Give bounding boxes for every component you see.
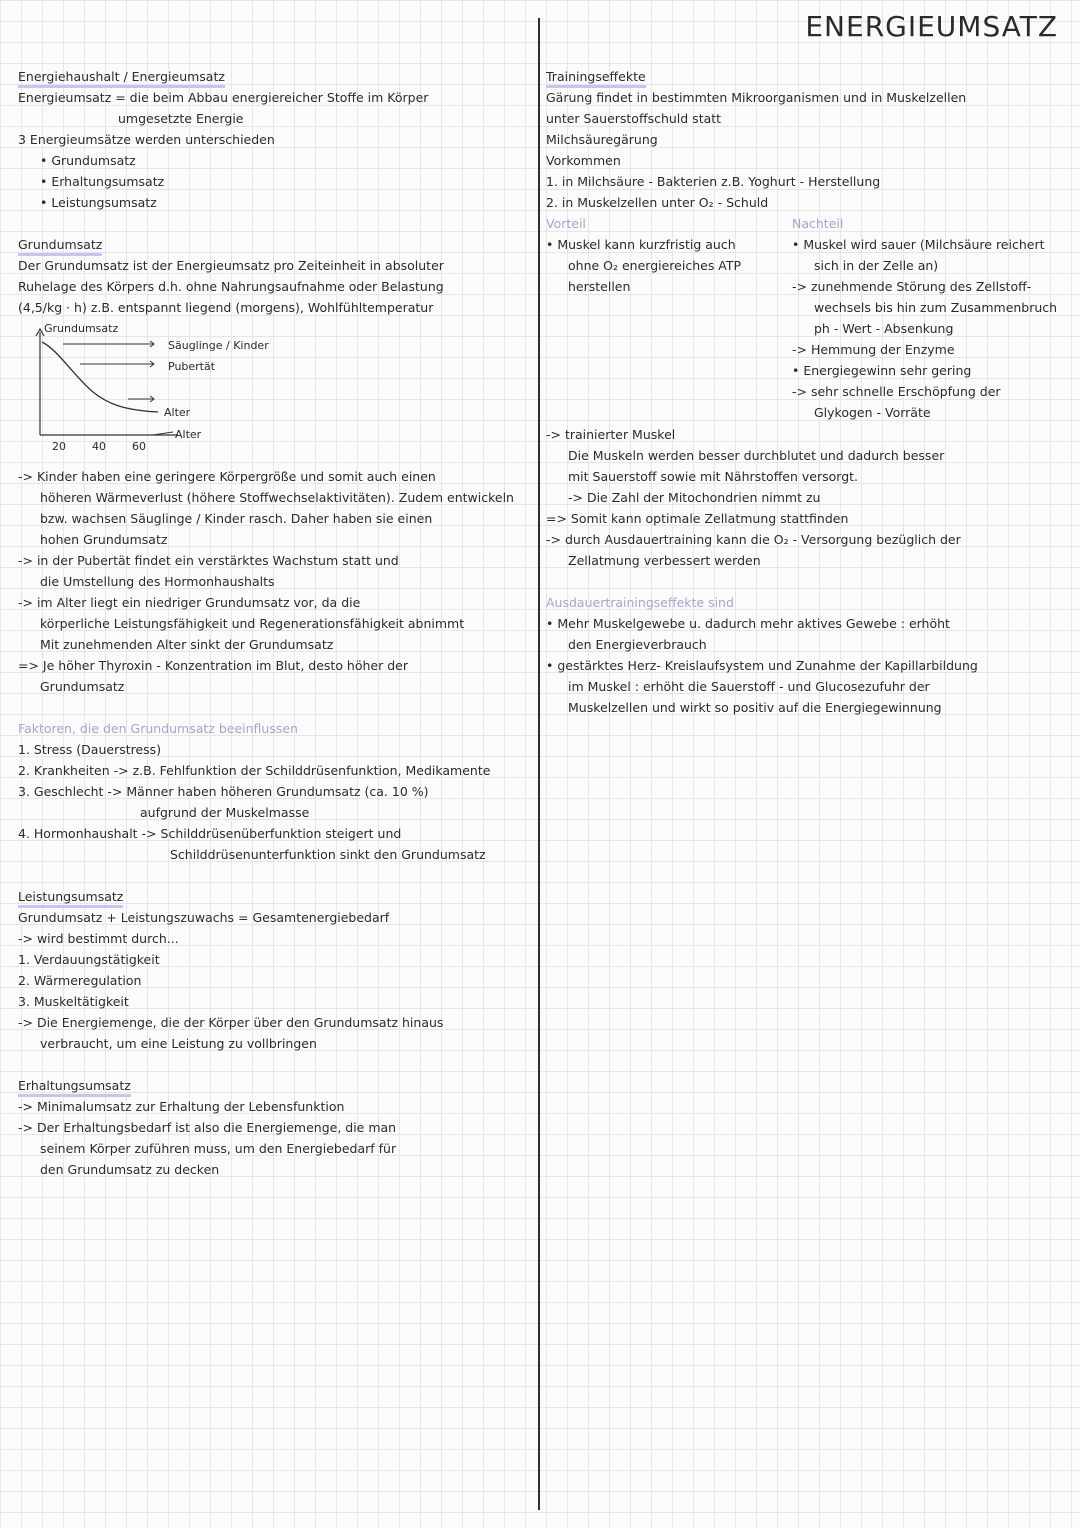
heading-energiehaushalt: Energiehaushalt / Energieumsatz xyxy=(18,68,225,88)
note-line: Mit zunehmenden Alter sinkt der Grundumsatz xyxy=(40,637,334,652)
column-divider xyxy=(538,18,540,1510)
section-leistungsumsatz xyxy=(18,886,443,1054)
page-title: ENERGIEUMSATZ xyxy=(805,10,1058,43)
note-line: hohen Grundumsatz xyxy=(40,532,168,547)
nachteil-block xyxy=(792,213,1057,423)
text-line: Zellatmung verbessert werden xyxy=(568,553,761,568)
text-line: -> trainierter Muskel xyxy=(546,427,676,442)
text-line: unter Sauerstoffschuld statt xyxy=(546,111,722,126)
chart-label-alter-axis: Alter xyxy=(175,428,202,441)
list-item: • Energiegewinn sehr gering xyxy=(792,363,972,378)
list-item: 1. Stress (Dauerstress) xyxy=(18,742,162,757)
heading-leistungsumsatz: Leistungsumsatz xyxy=(18,888,123,908)
chart-tick: 60 xyxy=(132,440,146,453)
text-line: den Grundumsatz zu decken xyxy=(40,1162,220,1177)
chart-y-label: Grundumsatz xyxy=(44,322,119,335)
list-item: 2. in Muskelzellen unter O₂ - Schuld xyxy=(546,195,769,210)
list-item: sich in der Zelle an) xyxy=(814,258,939,273)
note-line: Grundumsatz xyxy=(40,679,125,694)
list-item: 2. Wärmeregulation xyxy=(18,973,142,988)
list-item: • gestärktes Herz- Kreislaufsystem und Zunahme der Kapillarbildung xyxy=(546,658,978,673)
nachteil-label: Nachteil xyxy=(792,216,844,231)
text-line: 3 Energieumsätze werden unterschieden xyxy=(18,132,275,147)
list-item: Glykogen - Vorräte xyxy=(814,405,931,420)
text-line: Vorkommen xyxy=(546,153,621,168)
note-line: die Umstellung des Hormonhaushalts xyxy=(40,574,275,589)
note-line: -> in der Pubertät findet ein verstärktes Wachstum statt und xyxy=(18,553,399,568)
text-line: verbraucht, um eine Leistung zu vollbringen xyxy=(40,1036,317,1051)
list-item: 3. Geschlecht -> Männer haben höheren Grundumsatz (ca. 10 %) xyxy=(18,784,429,799)
text-line: seinem Körper zuführen muss, um den Energiebedarf für xyxy=(40,1141,397,1156)
heading-trainingseffekte: Trainingseffekte xyxy=(546,68,646,88)
definition-line: Energieumsatz = die beim Abbau energiereicher Stoffe im Körper xyxy=(18,90,429,105)
grundumsatz-sketch-chart xyxy=(18,320,318,455)
chart-tick: 20 xyxy=(52,440,66,453)
list-item: -> sehr schnelle Erschöpfung der xyxy=(792,384,1001,399)
list-item: • Muskel wird sauer (Milchsäure reichert xyxy=(792,237,1045,252)
section-energiehaushalt xyxy=(18,66,428,213)
list-item: Muskelzellen und wirkt so positiv auf die Energiegewinnung xyxy=(568,700,942,715)
chart-label-alter: Alter xyxy=(164,406,191,419)
text-line: Der Grundumsatz ist der Energieumsatz pro Zeiteinheit in absoluter xyxy=(18,258,444,273)
text-line: -> Der Erhaltungsbedarf ist also die Energiemenge, die man xyxy=(18,1120,397,1135)
section-grundumsatz xyxy=(18,234,444,318)
list-item: wechsels bis hin zum Zusammenbruch xyxy=(814,300,1058,315)
list-item: -> Hemmung der Enzyme xyxy=(792,342,955,357)
text-line: mit Sauerstoff sowie mit Nährstoffen versorgt. xyxy=(568,469,859,484)
section-notes xyxy=(18,466,514,697)
list-item: • Mehr Muskelgewebe u. dadurch mehr aktives Gewebe : erhöht xyxy=(546,616,950,631)
text-line: Ruhelage des Körpers d.h. ohne Nahrungsaufnahme oder Belastung xyxy=(18,279,444,294)
list-item: • Muskel kann kurzfristig auch xyxy=(546,237,736,252)
text-line: -> Die Energiemenge, die der Körper über den Grundumsatz hinaus xyxy=(18,1015,444,1030)
list-item: • Leistungsumsatz xyxy=(18,192,428,213)
text-line: Milchsäuregärung xyxy=(546,132,658,147)
text-line: -> Die Zahl der Mitochondrien nimmt zu xyxy=(568,490,821,505)
chart-curve xyxy=(42,342,158,412)
note-line: körperliche Leistungsfähigkeit und Regenerationsfähigkeit abnimmt xyxy=(40,616,465,631)
text-line: Grundumsatz + Leistungszuwachs = Gesamtenergiebedarf xyxy=(18,910,390,925)
section-ausdauertraining xyxy=(546,592,978,718)
list-item: ohne O₂ energiereiches ATP xyxy=(568,258,742,273)
note-line: => Je höher Thyroxin - Konzentration im Blut, desto höher der xyxy=(18,658,408,673)
heading-faktoren: Faktoren, die den Grundumsatz beeinflussen xyxy=(18,721,298,736)
list-item: im Muskel : erhöht die Sauerstoff - und Glucosezufuhr der xyxy=(568,679,930,694)
note-line: -> im Alter liegt ein niedriger Grundumsatz vor, da die xyxy=(18,595,361,610)
text-line: -> Minimalumsatz zur Erhaltung der Lebensfunktion xyxy=(18,1099,345,1114)
list-item: 1. in Milchsäure - Bakterien z.B. Yoghurt - Herstellung xyxy=(546,174,881,189)
list-item: aufgrund der Muskelmasse xyxy=(140,805,310,820)
definition-line: umgesetzte Energie xyxy=(118,111,244,126)
heading-erhaltungsumsatz: Erhaltungsumsatz xyxy=(18,1077,131,1097)
vorteil-label: Vorteil xyxy=(546,216,586,231)
section-trainierter-muskel xyxy=(546,424,961,571)
list-item: • Erhaltungsumsatz xyxy=(18,171,428,192)
note-line: bzw. wachsen Säuglinge / Kinder rasch. Daher haben sie einen xyxy=(40,511,433,526)
list-item: 4. Hormonhaushalt -> Schilddrüsenüberfunktion steigert und xyxy=(18,826,402,841)
text-line: -> wird bestimmt durch... xyxy=(18,931,179,946)
note-line: -> Kinder haben eine geringere Körpergröße und somit auch einen xyxy=(18,469,436,484)
list-item: 2. Krankheiten -> z.B. Fehlfunktion der Schilddrüsenfunktion, Medikamente xyxy=(18,763,491,778)
heading-grundumsatz: Grundumsatz xyxy=(18,236,102,256)
chart-label-pubertaet: Pubertät xyxy=(168,360,216,373)
text-line: => Somit kann optimale Zellatmung stattfinden xyxy=(546,511,849,526)
text-line: (4,5/kg · h) z.B. entspannt liegend (morgens), Wohlfühltemperatur xyxy=(18,300,434,315)
section-trainingseffekte xyxy=(546,66,966,213)
text-line: Gärung findet in bestimmten Mikroorganismen und in Muskelzellen xyxy=(546,90,967,105)
list-item: 1. Verdauungstätigkeit xyxy=(18,952,160,967)
text-line: -> durch Ausdauertraining kann die O₂ - Versorgung bezüglich der xyxy=(546,532,961,547)
text-line: Die Muskeln werden besser durchblutet und dadurch besser xyxy=(568,448,945,463)
list-item: den Energieverbrauch xyxy=(568,637,707,652)
list-item: Schilddrüsenunterfunktion sinkt den Grundumsatz xyxy=(170,847,486,862)
heading-ausdauertraining: Ausdauertrainingseffekte sind xyxy=(546,595,734,610)
list-item: 3. Muskeltätigkeit xyxy=(18,994,129,1009)
note-line: höheren Wärmeverlust (höhere Stoffwechselaktivitäten). Zudem entwickeln xyxy=(40,490,514,505)
vorteil-block xyxy=(546,213,741,297)
list-item: • Grundumsatz xyxy=(18,150,428,171)
section-faktoren xyxy=(18,718,490,865)
chart-label-saeuglinge: Säuglinge / Kinder xyxy=(168,339,269,352)
section-erhaltungsumsatz xyxy=(18,1075,396,1180)
chart-tick: 40 xyxy=(92,440,106,453)
list-item: ph - Wert - Absenkung xyxy=(814,321,954,336)
list-item: -> zunehmende Störung des Zellstoff- xyxy=(792,279,1032,294)
list-item: herstellen xyxy=(568,279,631,294)
